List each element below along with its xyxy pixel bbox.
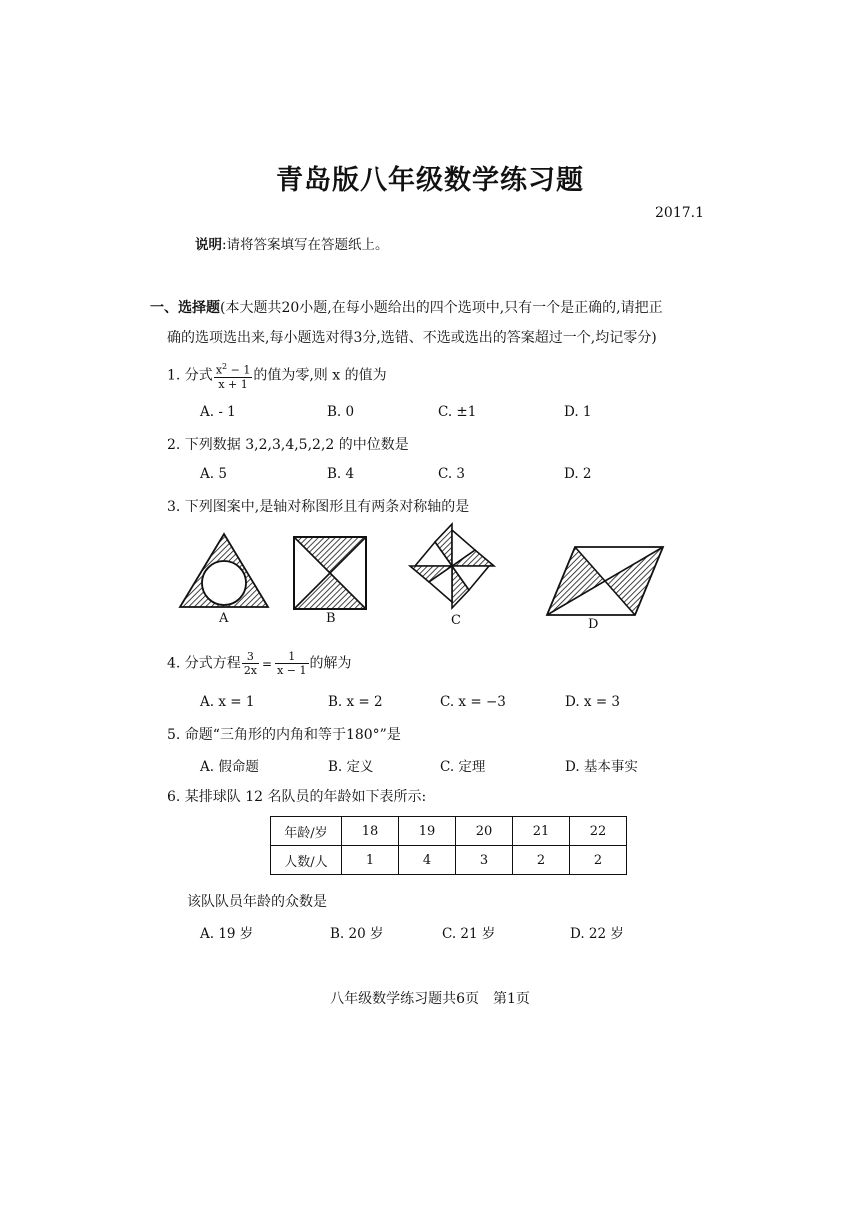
q6-option-b: B. 20 岁 [330,926,384,942]
page-footer: 八年级数学练习题共6页 第1页 [330,991,530,1007]
figure-c-label: C [451,613,461,628]
figure-d-label: D [588,617,599,632]
q4-option-d: D. x = 3 [565,694,621,710]
q4-prefix: 4. 分式方程 [167,655,241,672]
q5-option-a: A. 假命题 [200,759,259,775]
q4-option-c: C. x = −3 [440,694,506,710]
question-1 [167,360,387,391]
table-cell: 2 [513,846,570,875]
table-cell: 22 [570,817,627,846]
q4-option-b: B. x = 2 [328,694,383,710]
section-heading [150,297,663,317]
q6-question: 该队队员年龄的众数是 [187,894,327,910]
q5-option-d: D. 基本事实 [565,759,638,775]
age-table [270,816,627,875]
table-header-count: 人数/人 [271,846,342,875]
figure-c-pinwheel [405,520,499,612]
question-3: 3. 下列图案中,是轴对称图形且有两条对称轴的是 [167,499,470,515]
section-instructions-2: 确的选项选出来,每小题选对得3分,选错、不选或选出的答案超过一个,均记零分) [167,330,657,346]
figure-b-label: B [326,611,336,626]
table-cell: 19 [399,817,456,846]
question-5: 5. 命题“三角形的内角和等于180°”是 [167,727,401,743]
q1-num-rest: − 1 [227,363,251,377]
q4-equals: = [262,656,273,671]
q1-den: x + 1 [218,377,248,391]
q1-option-b: B. 0 [327,404,355,420]
q1-option-c: C. ±1 [438,404,477,420]
section-instructions-1: (本大题共20小题,在每小题给出的四个选项中,只有一个是正确的,请把正 [220,300,663,316]
q5-option-b: B. 定义 [328,759,374,775]
table-cell: 20 [456,817,513,846]
table-cell: 18 [342,817,399,846]
q6-option-c: C. 21 岁 [442,926,496,942]
q2-option-c: C. 3 [438,466,466,482]
q6-option-a: A. 19 岁 [200,926,254,942]
table-row-counts [271,846,627,875]
exam-date: 2017.1 [655,205,704,221]
table-cell: 1 [342,846,399,875]
table-cell: 21 [513,817,570,846]
q1-num: x [215,363,223,377]
q6-option-d: D. 22 岁 [570,926,624,942]
page-title: 青岛版八年级数学练习题 [276,165,584,196]
figure-b-square [292,535,368,611]
q4-lhs-fraction [242,650,259,677]
table-cell: 2 [570,846,627,875]
note-text: :请将答案填写在答题纸上。 [222,237,389,253]
figure-a-triangle-circle [178,532,270,610]
instructions-note [195,233,389,253]
q2-option-d: D. 2 [564,466,592,482]
table-header-age: 年龄/岁 [271,817,342,846]
q1-option-d: D. 1 [564,404,592,420]
q4-rhs-den: x − 1 [277,664,307,677]
section-label: 一、选择题 [150,300,220,316]
question-2: 2. 下列数据 3,2,3,4,5,2,2 的中位数是 [167,437,409,453]
figure-a-label: A [219,611,229,626]
q4-suffix: 的解为 [309,655,352,672]
question-4 [167,650,352,677]
table-cell: 3 [456,846,513,875]
q1-fraction [214,360,253,391]
q4-rhs-num: 1 [275,650,308,664]
q1-exp: 2 [222,362,228,371]
q4-option-a: A. x = 1 [200,694,255,710]
table-row-ages [271,817,627,846]
question-6: 6. 某排球队 12 名队员的年龄如下表所示: [167,789,427,805]
figure-d-parallelogram [545,545,665,617]
q4-lhs-den: 2x [243,664,258,677]
q1-option-a: A. - 1 [200,404,236,420]
q4-lhs-num: 3 [242,650,259,664]
q1-prefix: 1. 分式 [167,367,213,384]
q5-option-c: C. 定理 [440,759,486,775]
q2-option-b: B. 4 [327,466,355,482]
note-label: 说明 [195,237,222,253]
q2-option-a: A. 5 [200,466,227,482]
table-cell: 4 [399,846,456,875]
q1-suffix: 的值为零,则 x 的值为 [253,367,387,384]
q4-rhs-fraction [275,650,308,677]
